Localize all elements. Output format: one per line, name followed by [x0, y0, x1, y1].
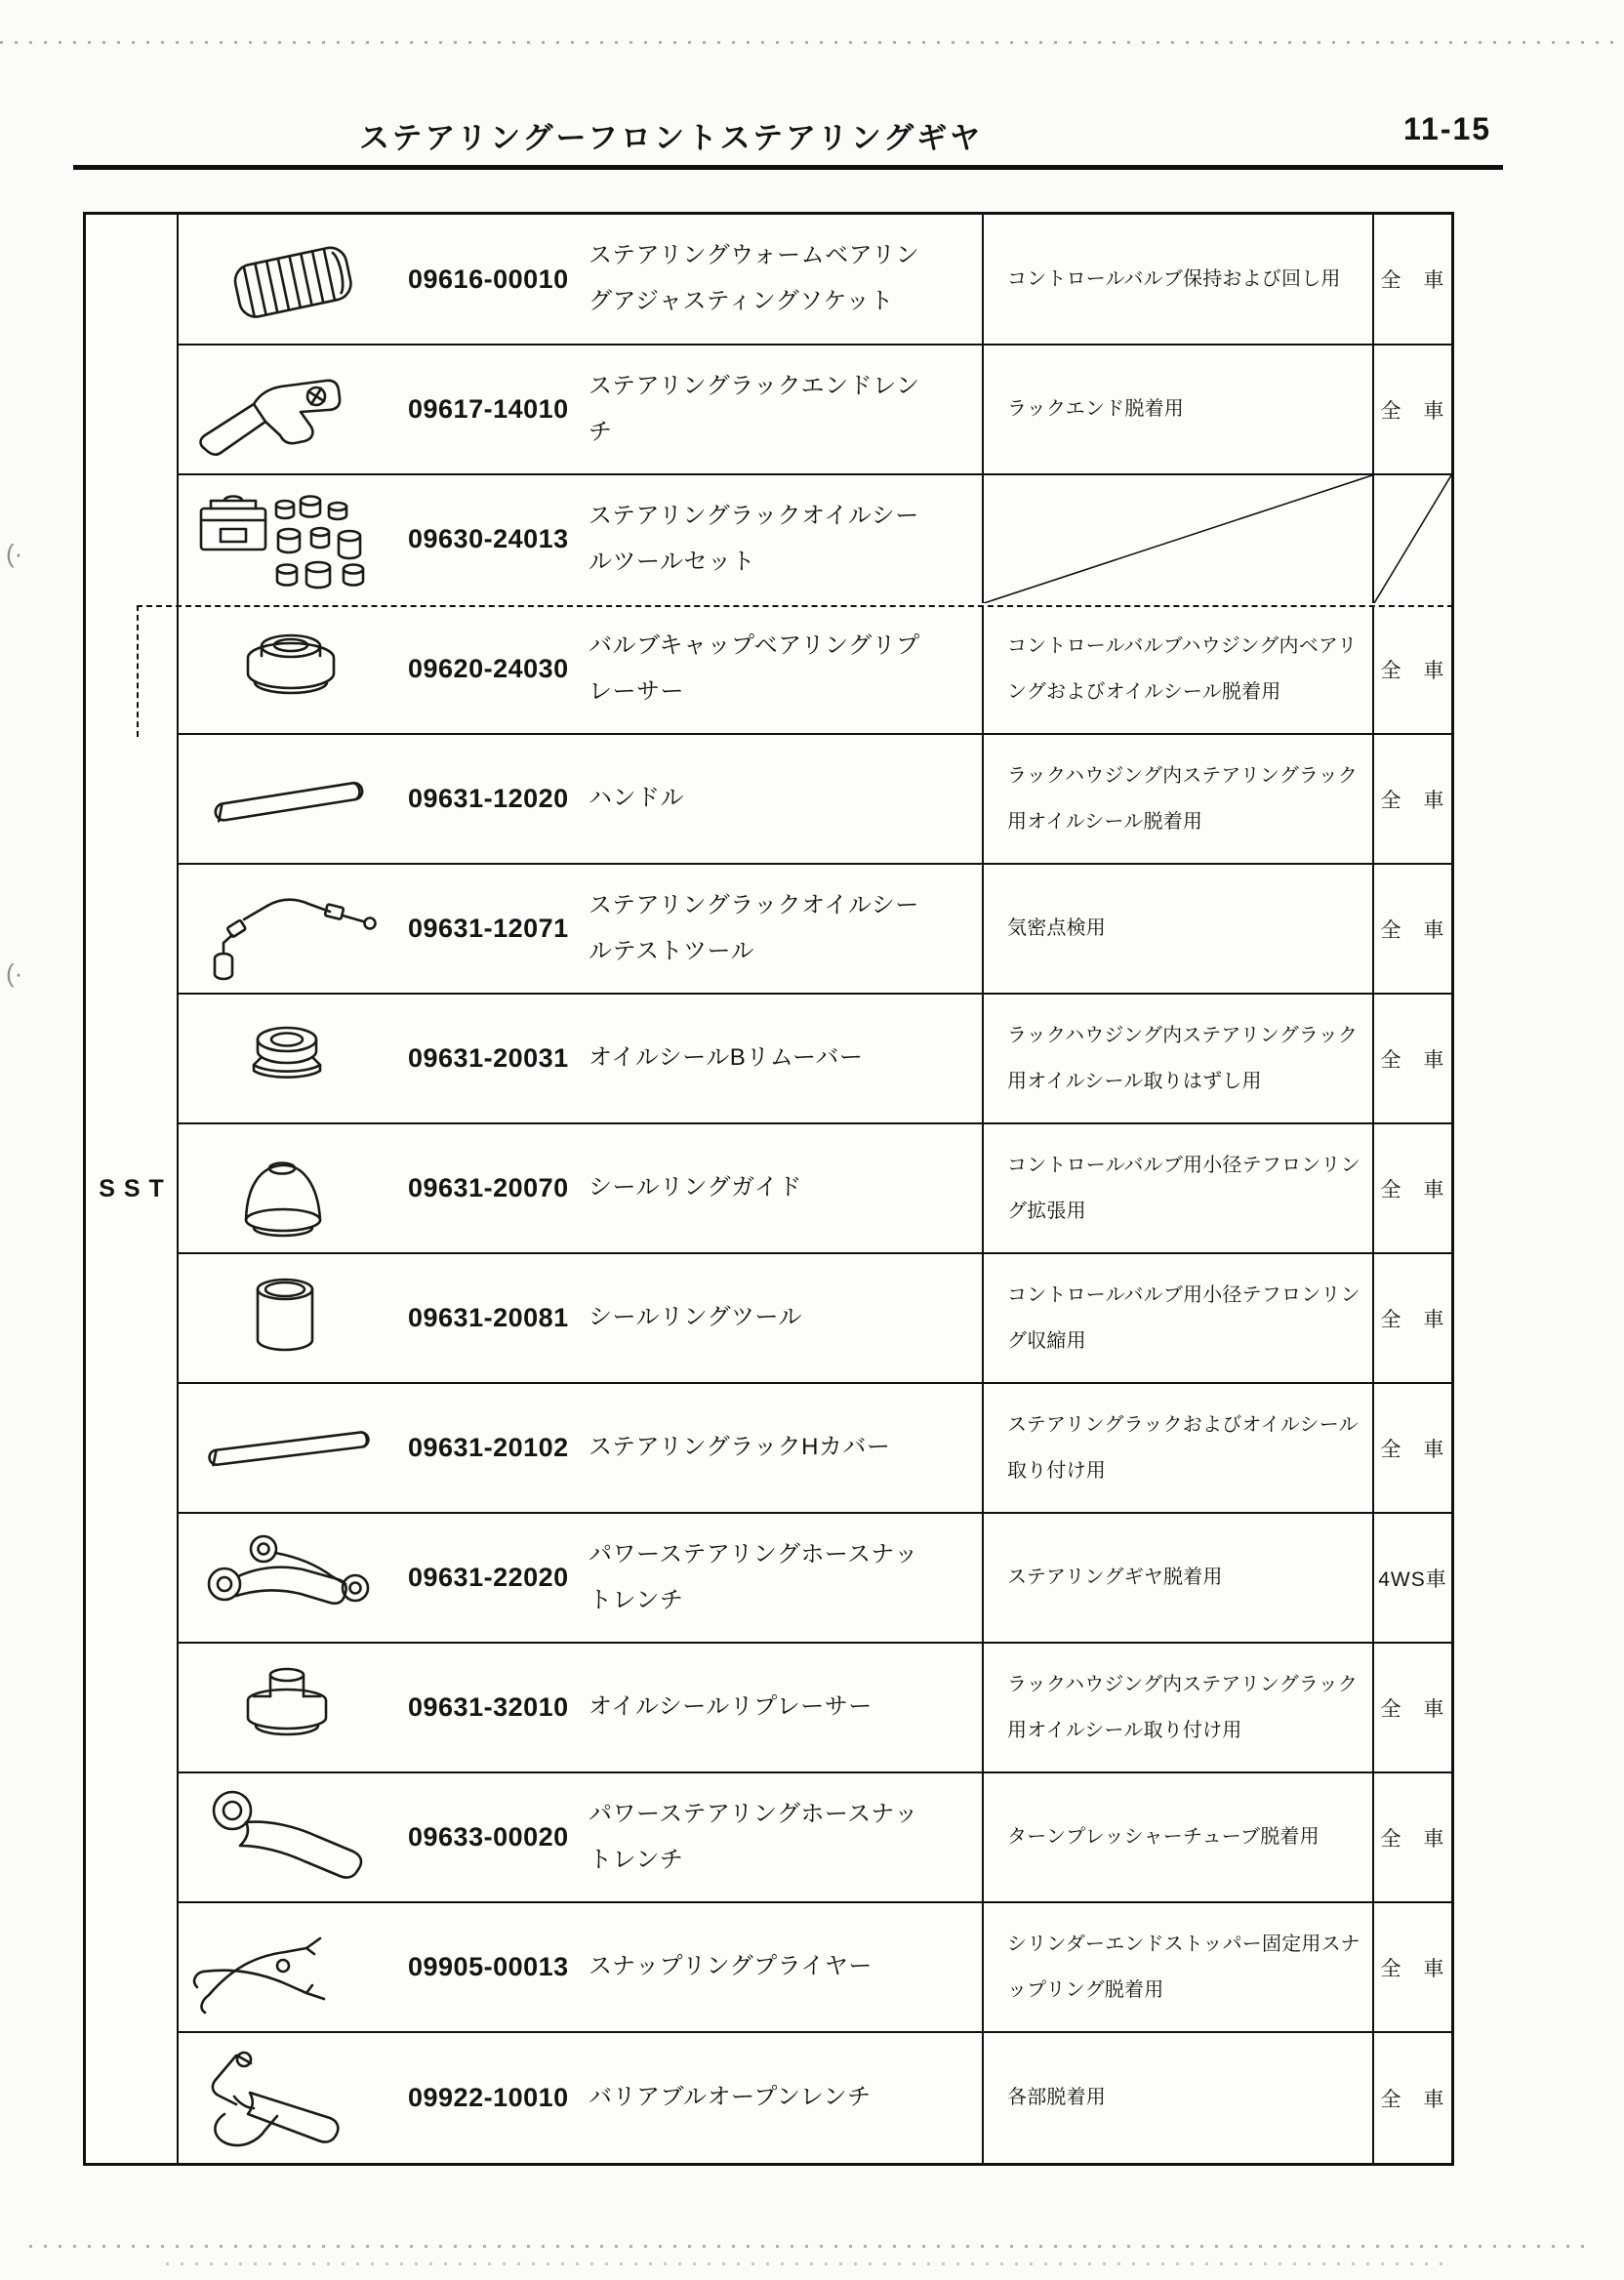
applicability: 全 車	[1372, 1384, 1451, 1512]
tool-name: ハンドル	[589, 785, 684, 812]
table-row	[179, 995, 1451, 1124]
applicability: 全 車	[1372, 1644, 1451, 1771]
seal-ring-tool-illustration	[179, 1262, 408, 1375]
snap-ring-pliers-illustration	[179, 1911, 408, 2024]
table-row	[179, 865, 1451, 995]
part-number: 09631-32010	[408, 1692, 569, 1722]
part-number: 09631-22020	[408, 1563, 569, 1592]
handle-rod-illustration	[179, 743, 408, 856]
tool-name: バルブキャップベアリングリプレーサー	[589, 631, 920, 705]
hose-nut-wrench-pair-illustration	[179, 1522, 408, 1635]
part-number: 09905-00013	[408, 1952, 569, 1981]
tool-cell	[179, 475, 982, 603]
sst-table	[83, 212, 1454, 2166]
applicability: 全 車	[1372, 1903, 1451, 2031]
part-number: 09616-00010	[408, 264, 569, 294]
usage-description: コントロールバルブ用小径テフロンリング拡張用	[982, 1124, 1372, 1252]
tool-cell	[179, 1384, 982, 1512]
applicability: 全 車	[1372, 346, 1451, 473]
part-number: 09922-10010	[408, 2083, 569, 2112]
table-row	[179, 1254, 1451, 1384]
variable-open-wrench-illustration	[179, 2042, 408, 2155]
rack-end-wrench-illustration	[179, 353, 408, 467]
tool-name: シールリングガイド	[589, 1174, 802, 1201]
part-number: 09631-20081	[408, 1303, 569, 1332]
usage-description: コントロールバルブ用小径テフロンリング収縮用	[982, 1254, 1372, 1382]
adjusting-socket-illustration	[179, 223, 408, 336]
table-row	[179, 1773, 1451, 1903]
part-number: 09631-20070	[408, 1173, 569, 1202]
na-slash	[984, 475, 1372, 603]
applicability: 全 車	[1372, 865, 1451, 993]
tool-name: ステアリングラックHカバー	[589, 1434, 891, 1461]
rack-h-cover-illustration	[179, 1392, 408, 1505]
page-title: ステアリングーフロントステアリングギヤ	[359, 121, 984, 155]
table-row	[179, 346, 1451, 475]
table-row	[179, 1644, 1451, 1773]
scan-artifact-mark: (·	[6, 539, 23, 568]
usage-description: ラックハウジング内ステアリングラック用オイルシール脱着用	[982, 735, 1372, 863]
page-number: 11-15	[1403, 111, 1492, 146]
table-row	[179, 1124, 1451, 1254]
usage-description: ステアリングギヤ脱着用	[982, 1514, 1372, 1642]
applicability: 全 車	[1372, 1773, 1451, 1901]
applicability: 全 車	[1372, 1254, 1451, 1382]
sst-group-cell	[86, 215, 179, 2163]
tool-name: ステアリングラックオイルシールテストツール	[589, 891, 919, 964]
sst-rows	[179, 215, 1451, 2163]
tool-cell	[179, 1514, 982, 1642]
applicability	[1372, 475, 1451, 603]
tool-cell	[179, 1773, 982, 1901]
scan-artifact-bottom2	[166, 2262, 1454, 2265]
usage-description: ラックハウジング内ステアリングラック用オイルシール取り付け用	[982, 1644, 1372, 1771]
tool-cell	[179, 1903, 982, 2031]
tool-name: ステアリングラックエンドレンチ	[589, 372, 920, 445]
applicability: 全 車	[1372, 2033, 1451, 2163]
tool-name: パワーステアリングホースナットレンチ	[589, 1540, 918, 1613]
usage-description: コントロールバルブ保持および回し用	[982, 215, 1372, 344]
tool-name: ステアリングラックオイルシールツールセット	[589, 502, 919, 575]
tool-cell	[179, 605, 982, 733]
sst-label: SST	[99, 1174, 173, 1202]
tool-cell	[179, 215, 982, 344]
usage-description	[982, 475, 1372, 603]
applicability: 4WS車	[1372, 1514, 1451, 1642]
table-row	[179, 1514, 1451, 1644]
tool-cell	[179, 2033, 982, 2163]
table-row	[179, 735, 1451, 865]
usage-description: 各部脱着用	[982, 2033, 1372, 2163]
na-slash	[1374, 475, 1451, 603]
oil-seal-test-tool-illustration	[179, 873, 408, 986]
scan-artifact-bottom	[29, 2245, 1591, 2248]
bearing-replacer-illustration	[179, 613, 408, 726]
tool-cell	[179, 995, 982, 1122]
usage-description: ラックエンド脱着用	[982, 346, 1372, 473]
part-number: 09620-24030	[408, 654, 569, 683]
usage-description: ラックハウジング内ステアリングラック用オイルシール取りはずし用	[982, 995, 1372, 1122]
table-row	[179, 215, 1451, 346]
part-number: 09631-12071	[408, 914, 569, 943]
table-row	[179, 605, 1451, 735]
part-number: 09631-12020	[408, 784, 569, 813]
part-number: 09631-20102	[408, 1433, 569, 1462]
applicability: 全 車	[1372, 735, 1451, 863]
scan-artifact-mark: (·	[6, 958, 23, 988]
hose-nut-wrench-illustration	[179, 1781, 408, 1894]
header-rule	[73, 165, 1503, 170]
table-row	[179, 1903, 1451, 2033]
oil-seal-b-remover-illustration	[179, 1002, 408, 1116]
applicability: 全 車	[1372, 995, 1451, 1122]
tool-cell	[179, 865, 982, 993]
tool-cell	[179, 735, 982, 863]
applicability: 全 車	[1372, 605, 1451, 733]
tool-name: オイルシールリプレーサー	[589, 1693, 873, 1721]
tool-cell	[179, 1644, 982, 1771]
tool-name: バリアブルオープンレンチ	[589, 2084, 872, 2111]
usage-description: ターンプレッシャーチューブ脱着用	[982, 1773, 1372, 1901]
usage-description: コントロールバルブハウジング内ベアリングおよびオイルシール脱着用	[982, 605, 1372, 733]
table-row	[179, 1384, 1451, 1514]
usage-description: 気密点検用	[982, 865, 1372, 993]
oil-seal-replacer-illustration	[179, 1651, 408, 1765]
applicability: 全 車	[1372, 1124, 1451, 1252]
part-number: 09617-14010	[408, 394, 569, 424]
tool-cell	[179, 1124, 982, 1252]
tool-name: シールリングツール	[589, 1304, 803, 1331]
part-number: 09633-00020	[408, 1822, 569, 1852]
usage-description: ステアリングラックおよびオイルシール取り付け用	[982, 1384, 1372, 1512]
tool-name: パワーステアリングホースナットレンチ	[589, 1800, 918, 1873]
tool-name: オイルシールBリムーバー	[589, 1044, 864, 1072]
table-row	[179, 475, 1451, 605]
tool-name: スナップリングプライヤー	[589, 1953, 873, 1980]
scan-artifact-top	[0, 41, 1624, 44]
part-number: 09631-20031	[408, 1043, 569, 1073]
oil-seal-tool-set-illustration	[179, 483, 408, 596]
tool-cell	[179, 1254, 982, 1382]
applicability: 全 車	[1372, 215, 1451, 344]
table-row	[179, 2033, 1451, 2163]
tool-cell	[179, 346, 982, 473]
usage-description: シリンダーエンドストッパー固定用スナップリング脱着用	[982, 1903, 1372, 2031]
seal-ring-guide-illustration	[179, 1132, 408, 1245]
part-number: 09630-24013	[408, 524, 569, 553]
tool-name: ステアリングウォームベアリングアジャスティングソケット	[589, 242, 920, 314]
